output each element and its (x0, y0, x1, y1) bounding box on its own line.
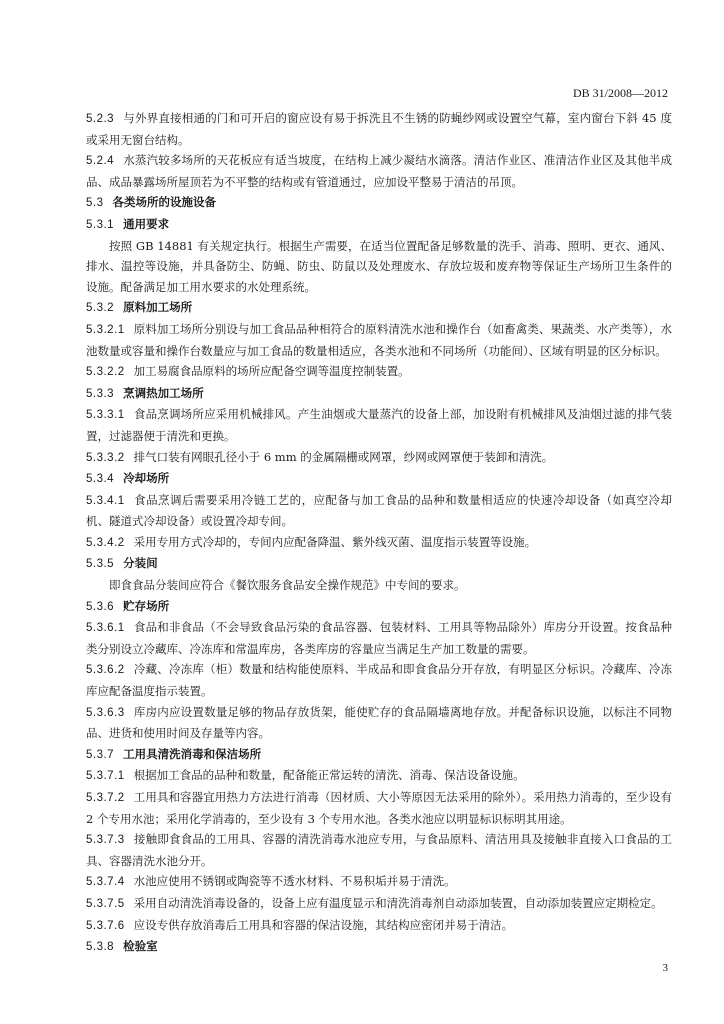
clause-text: 库房内应设置数量足够的物品存放货架，能使贮存的食品隔墙离地存放。并配备标识设施，以标注不同物品、进货和使用时间及存量等内容。 (86, 704, 672, 741)
clause-text: 食品和非食品（不会导致食品污染的食品容器、包装材料、工用具等物品除外）库房分开设置。按食品种类分别设立冷藏库、冷冻库和常温库房，各类库房的容量应当满足生产加工数量的需要。 (86, 620, 672, 656)
clause-number: 5.3.6.1 (86, 622, 125, 635)
section-heading (86, 553, 672, 575)
clause-text: 排气口装有网眼孔径小于 6 mm 的金属隔栅或网罩，纱网或网罩便于装卸和清洗。 (133, 449, 554, 464)
clause-paragraph (86, 659, 672, 701)
clause-text: 根据加工食品的品种和数量，配备能正常运转的清洗、消毒、保洁设备设施。 (133, 768, 525, 783)
heading-text: 冷却场所 (123, 471, 170, 486)
clause-text: 即食食品分装间应符合《餐饮服务食品安全操作规范》中专间的要求。 (109, 578, 466, 593)
clause-paragraph (86, 617, 672, 659)
clause-paragraph (86, 490, 672, 532)
section-heading (86, 596, 672, 618)
clause-number: 5.3.2.2 (86, 366, 125, 379)
clause-paragraph (86, 787, 672, 829)
clause-paragraph (86, 765, 672, 787)
clause-number: 5.3.1 (86, 218, 115, 231)
clause-paragraph (86, 236, 672, 298)
clause-number: 5.3.7.4 (86, 876, 125, 889)
clause-number: 5.3.6.2 (86, 664, 125, 677)
heading-text: 烹调热加工场所 (123, 385, 204, 400)
clause-number: 5.3.5 (86, 558, 115, 571)
clause-paragraph (86, 575, 672, 596)
heading-text: 通用要求 (123, 216, 170, 231)
clause-text: 接触即食食品的工用具、容器的清洗消毒水池应专用，与食品原料、清洁用具及接触非直接入口食品的工具、容器清洗水池分开。 (86, 832, 672, 868)
clause-number: 5.3.6 (86, 600, 115, 613)
clause-number: 5.3.7.3 (86, 834, 125, 847)
clause-number: 5.3.6.3 (86, 706, 125, 719)
clause-number: 5.3.2 (86, 302, 115, 315)
clause-text: 采用专用方式冷却的，专间内应配备降温、紫外线灭菌、温度指示装置等设施。 (133, 534, 537, 549)
clause-text: 食品烹调场所应采用机械排风。产生油烟或大量蒸汽的设备上部，加设附有机械排风及油烟过滤的排气装置，过滤器便于清洗和更换。 (86, 407, 672, 443)
clause-number: 5.3.8 (86, 941, 115, 954)
clause-paragraph (86, 108, 672, 150)
clause-paragraph (86, 447, 672, 469)
clause-paragraph (86, 404, 672, 446)
document-id-header: DB 31/2008—2012 (572, 86, 668, 100)
heading-text: 检验室 (123, 939, 158, 954)
heading-text: 工用具清洗消毒和保洁场所 (123, 746, 262, 761)
section-heading (86, 192, 672, 214)
clause-paragraph (86, 702, 672, 744)
clause-paragraph (86, 532, 672, 554)
clause-paragraph (86, 319, 672, 361)
clause-number: 5.3.3 (86, 387, 115, 400)
section-heading (86, 936, 672, 958)
heading-text: 原料加工场所 (123, 300, 193, 315)
clause-text: 水蒸汽较多场所的天花板应有适当坡度，在结构上减少凝结水滴落。清洁作业区、准清洁作业区及其他半成品、成品暴露场所屋顶若为不平整的结构或有管道通过，应加设平整易于清洁的吊顶。 (86, 153, 672, 189)
section-heading (86, 383, 672, 405)
heading-text: 分装间 (123, 556, 158, 571)
section-heading (86, 214, 672, 236)
clause-number: 5.2.4 (86, 155, 115, 168)
clause-number: 5.2.3 (86, 113, 115, 125)
document-body (86, 108, 672, 958)
clause-text: 应设专供存放消毒后工用具和容器的保洁设施，其结构应密闭并易于清洁。 (133, 917, 514, 932)
page-number: 3 (662, 962, 668, 974)
clause-number: 5.3.4.1 (86, 494, 125, 507)
clause-number: 5.3.7 (86, 748, 115, 761)
clause-number: 5.3.3.1 (86, 409, 125, 422)
clause-number: 5.3 (86, 197, 104, 210)
clause-text: 食品烹调后需要采用冷链工艺的，应配备与加工食品的品种和数量相适应的快速冷却设备（如真空冷却机、隧道式冷却设备）或设置冷却专间。 (86, 492, 672, 529)
clause-number: 5.3.7.1 (86, 770, 125, 783)
clause-text: 工用具和容器宜用热力方法进行消毒（因材质、大小等原因无法采用的除外）。采用热力消毒的，至少设有 2 个专用水池；采用化学消毒的，至少设有 3 个专用水池。各类水池应以明显标识标明其用途。 (86, 790, 672, 826)
clause-text: 冷藏、冷冻库（柜）数量和结构能使原料、半成品和即食食品分开存放，有明显区分标识。冷藏库、冷冻库应配备温度指示装置。 (86, 662, 672, 699)
clause-paragraph (86, 361, 672, 383)
clause-paragraph (86, 829, 672, 871)
clause-number: 5.3.7.2 (86, 792, 125, 804)
clause-text: 采用自动清洗消毒设备的，设备上应有温度显示和清洗消毒剂自动添加装置，自动添加装置应定期检定。 (133, 895, 663, 910)
clause-number: 5.3.3.2 (86, 451, 125, 464)
clause-number: 5.3.7.5 (86, 897, 125, 910)
clause-text: 水池应使用不锈钢或陶瓷等不透水材料、不易积垢并易于清洗。 (133, 874, 456, 889)
clause-number: 5.3.4 (86, 473, 115, 486)
clause-text: 加工易腐食品原料的场所应配备空调等温度控制装置。 (133, 364, 410, 379)
clause-paragraph (86, 893, 672, 915)
clause-text: 原料加工场所分别设与加工食品品种相符合的原料清洗水池和操作台（如畜禽类、果蔬类、水产类等），水池数量或容量和操作台数量应与加工食品的数量相适应，各类水池和不同场所（功能间）、区域有明显的区分标识。 (86, 321, 672, 358)
heading-text: 各类场所的设施设备 (112, 195, 216, 210)
heading-text: 贮存场所 (123, 598, 170, 613)
clause-number: 5.3.2.1 (86, 323, 125, 336)
clause-number: 5.3.7.6 (86, 919, 125, 932)
section-heading (86, 468, 672, 490)
clause-paragraph (86, 871, 672, 893)
clause-paragraph (86, 150, 672, 192)
clause-paragraph (86, 915, 672, 937)
clause-text: 与外界直接相通的门和可开启的窗应设有易于拆洗且不生锈的防蝇纱网或设置空气幕，室内窗台下斜 45 度或采用无窗台结构。 (86, 111, 672, 147)
clause-number: 5.3.4.2 (86, 536, 125, 549)
clause-text: 按照 GB 14881 有关规定执行。根据生产需要，在适当位置配备足够数量的洗手、消毒、照明、更衣、通风、排水、温控等设施，并具备防尘、防蝇、防虫、防鼠以及处理废水、存放垃圾和废弃物等保证生产场所卫生条件的设施。配备满足加工用水要求的水处理系统。 (86, 238, 672, 294)
section-heading (86, 744, 672, 766)
section-heading (86, 297, 672, 319)
